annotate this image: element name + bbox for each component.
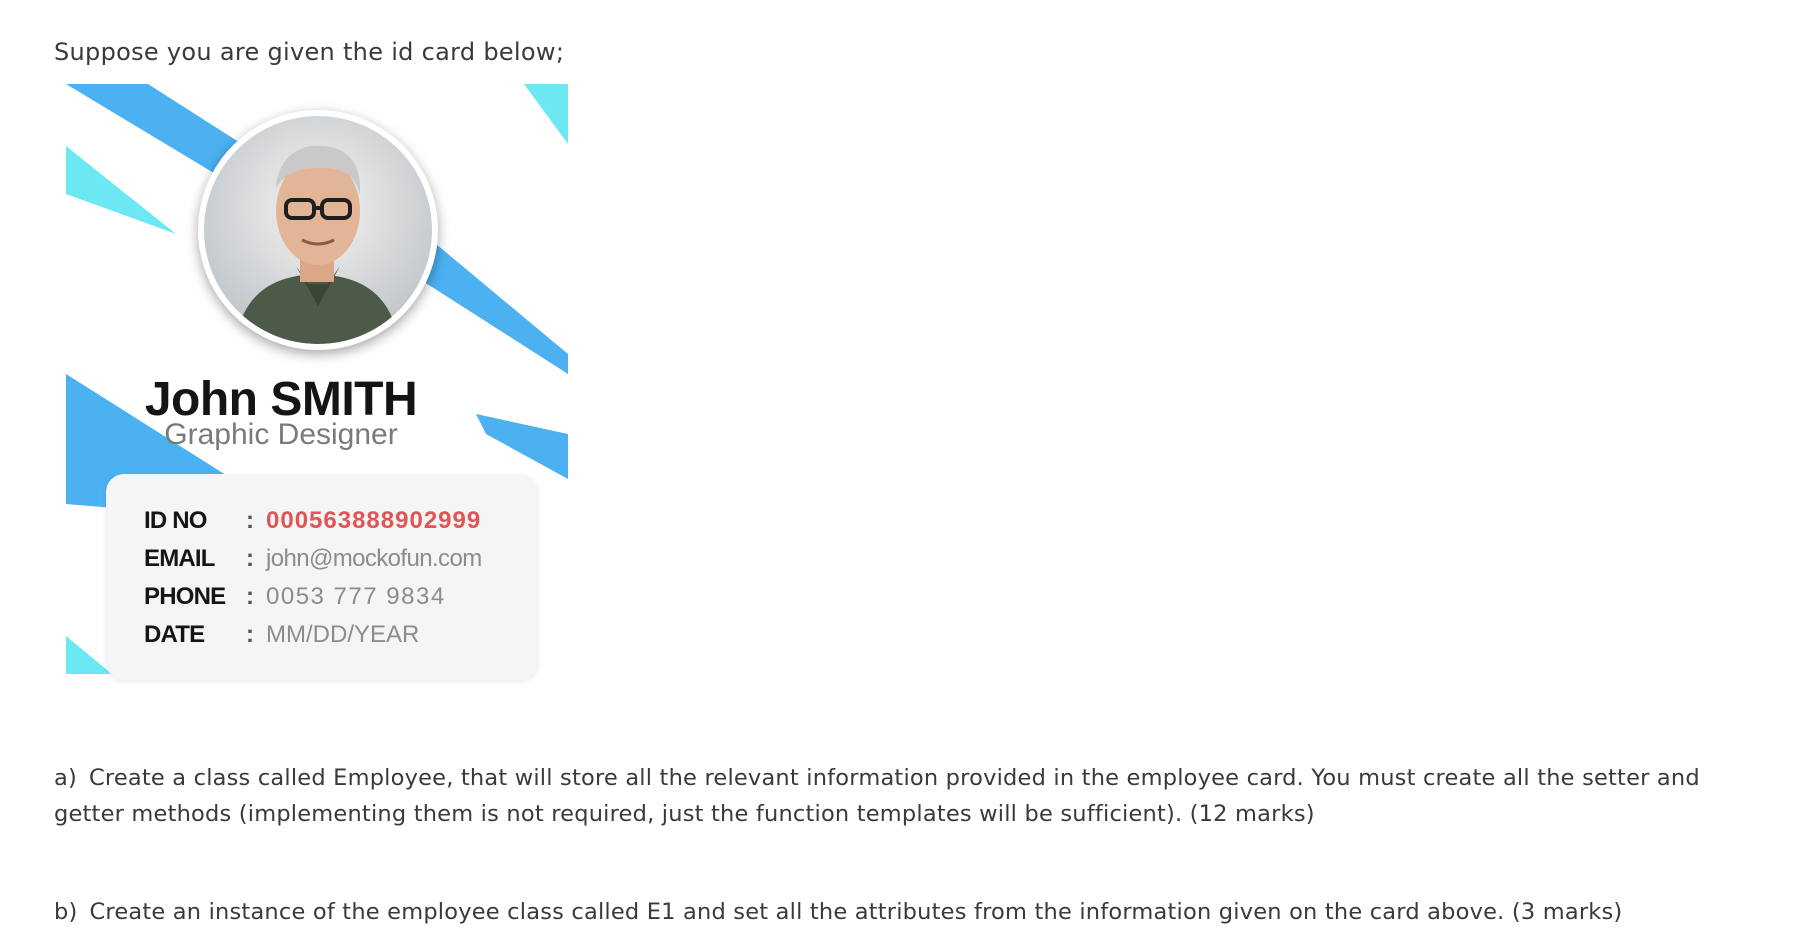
question-b-letter: b): [54, 899, 78, 925]
info-colon: :: [246, 583, 254, 610]
question-a-text: Create a class called Employee, that will store all the relevant information provided in the employee card. You must create all the setter and getter methods (implementing them is not required, just the function templates will be sufficient). (12 marks): [54, 765, 1700, 827]
info-value-phone: 0053 777 9834: [266, 583, 446, 610]
info-row-date: [144, 618, 534, 652]
info-colon: :: [246, 545, 254, 572]
intro-text: Suppose you are given the id card below;: [54, 38, 565, 66]
question-b: [54, 894, 1774, 930]
info-label-id: ID NO: [144, 507, 207, 534]
info-label-date: DATE: [144, 621, 205, 648]
info-colon: :: [246, 621, 254, 648]
info-row-phone: [144, 580, 534, 614]
question-b-text: Create an instance of the employee class called E1 and set all the attributes from the information given on the card above. (3 marks): [89, 899, 1623, 925]
question-a-letter: a): [54, 765, 77, 791]
profile-photo: [198, 110, 438, 350]
info-value-id: 000563888902999: [266, 507, 482, 534]
info-value-email: john@mockofun.com: [266, 545, 482, 572]
stripe-cyan-top-right: [524, 84, 568, 144]
info-row-email: [144, 542, 534, 576]
info-label-email: EMAIL: [144, 545, 215, 572]
question-a: [54, 760, 1774, 832]
card-info-box: [106, 474, 538, 680]
id-card-image: [66, 84, 568, 710]
info-label-phone: PHONE: [144, 583, 226, 610]
info-value-date: MM/DD/YEAR: [266, 621, 420, 648]
card-role: Graphic Designer: [164, 418, 398, 451]
card-name: John SMITH: [144, 373, 418, 426]
stripe-cyan-left: [66, 146, 176, 234]
info-colon: :: [246, 507, 254, 534]
person-portrait: [204, 116, 432, 344]
info-row-id: [144, 504, 534, 538]
